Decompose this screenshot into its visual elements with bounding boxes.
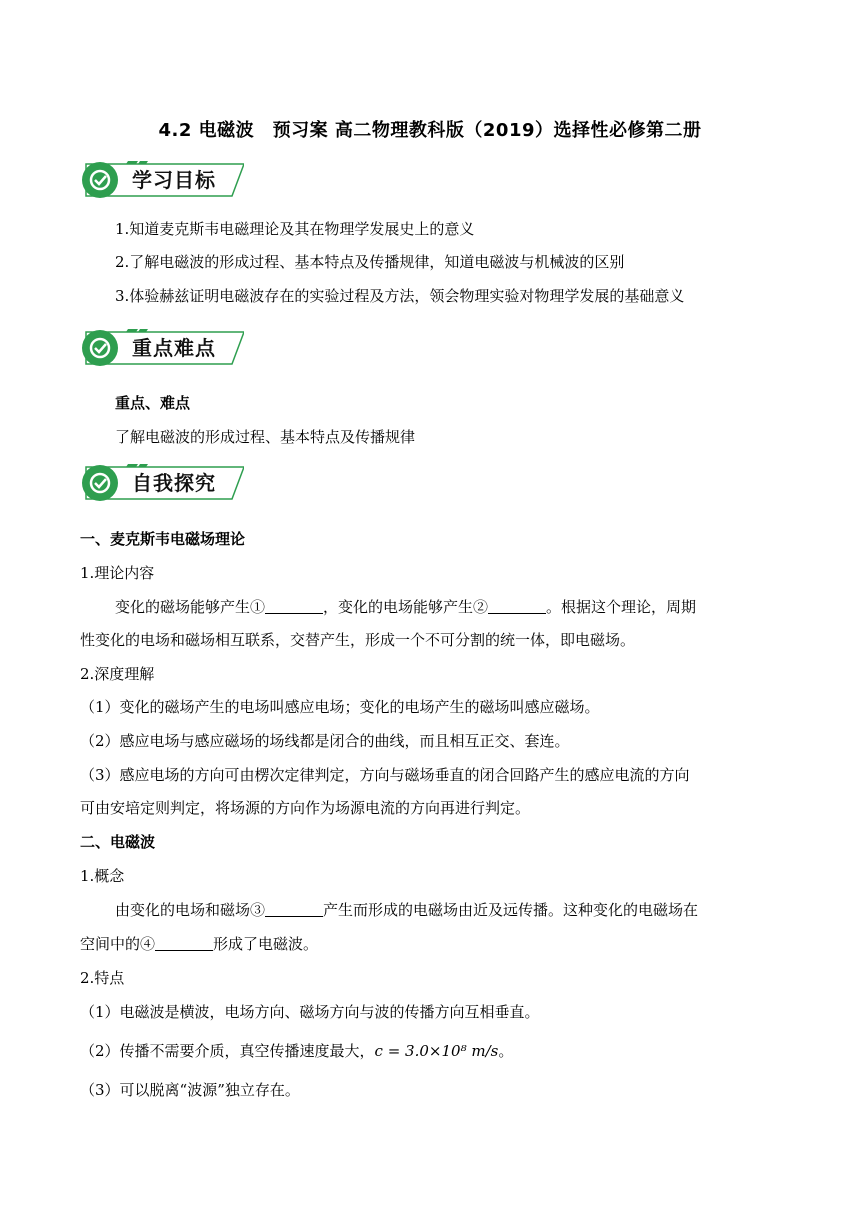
badge-label-key-points: 重点难点 bbox=[132, 336, 216, 360]
part1-item-2: （2）感应电场与感应磁场的场线都是闭合的曲线，而且相互正交、套连。 bbox=[80, 732, 570, 750]
part1-p1-a: 变化的磁场能够产生① bbox=[115, 598, 266, 616]
blank-4[interactable] bbox=[155, 936, 213, 951]
section-badge-explore bbox=[78, 461, 244, 505]
goal-item-1: 1.知道麦克斯韦电磁理论及其在物理学发展史上的意义 bbox=[115, 220, 475, 238]
section-badge-goals bbox=[78, 158, 244, 202]
part2-sub2: 2.特点 bbox=[80, 969, 125, 987]
badge-label-goals: 学习目标 bbox=[132, 168, 216, 192]
part2-heading: 二、电磁波 bbox=[80, 833, 156, 851]
part1-heading: 一、麦克斯韦电磁场理论 bbox=[80, 530, 246, 548]
blank-1[interactable] bbox=[265, 599, 323, 614]
part1-item-1: （1）变化的磁场产生的电场叫感应电场；变化的电场产生的磁场叫感应磁场。 bbox=[80, 698, 600, 716]
goal-item-2: 2.了解电磁波的形成过程、基本特点及传播规律，知道电磁波与机械波的区别 bbox=[115, 253, 625, 271]
page-title: 4.2 电磁波 预习案 高二物理教科版（2019）选择性必修第二册 bbox=[158, 120, 702, 141]
part2-p1-d: 形成了电磁波。 bbox=[213, 935, 319, 953]
part2-item-3: （3）可以脱离“波源”独立存在。 bbox=[80, 1081, 300, 1099]
part1-paragraph-line2: 性变化的电场和磁场相互联系，交替产生，形成一个不可分割的统一体，即电磁场。 bbox=[80, 631, 636, 649]
blank-3[interactable] bbox=[265, 902, 323, 917]
part1-sub2: 2.深度理解 bbox=[80, 665, 155, 683]
part2-paragraph-line1 bbox=[115, 900, 698, 920]
part2-item-2 bbox=[80, 1041, 513, 1061]
part2-p1-b: 产生而形成的电磁场由近及远传播。这种变化的电磁场在 bbox=[323, 901, 699, 919]
part1-p1-c: 。根据这个理论，周期 bbox=[546, 598, 697, 616]
part1-item-3-cont: 可由安培定则判定，将场源的方向作为场源电流的方向再进行判定。 bbox=[80, 799, 531, 817]
goal-item-3: 3.体验赫兹证明电磁波存在的实验过程及方法，领会物理实验对物理学发展的基础意义 bbox=[115, 287, 685, 305]
part2-p1-c: 空间中的④ bbox=[80, 935, 156, 953]
part2-item-1: （1）电磁波是横波，电场方向、磁场方向与波的传播方向互相垂直。 bbox=[80, 1003, 540, 1021]
part2-p1-a: 由变化的电场和磁场③ bbox=[115, 901, 266, 919]
part2-item2-end: 。 bbox=[498, 1042, 514, 1060]
key-points-text: 了解电磁波的形成过程、基本特点及传播规律 bbox=[115, 428, 416, 446]
part1-p1-b: ，变化的电场能够产生② bbox=[323, 598, 489, 616]
section-badge-key-points bbox=[78, 326, 244, 370]
part1-paragraph-line1 bbox=[115, 597, 696, 617]
part2-sub1: 1.概念 bbox=[80, 867, 125, 885]
part2-paragraph-line2 bbox=[80, 934, 318, 954]
part1-item-3: （3）感应电场的方向可由楞次定律判定，方向与磁场垂直的闭合回路产生的感应电流的方向 bbox=[80, 766, 690, 784]
badge-label-explore: 自我探究 bbox=[132, 471, 216, 495]
part2-item2-text: （2）传播不需要介质，真空传播速度最大， bbox=[80, 1042, 375, 1060]
part1-sub1: 1.理论内容 bbox=[80, 564, 155, 582]
speed-formula: c = 3.0×10⁸ m/s bbox=[374, 1042, 499, 1060]
key-points-subhead: 重点、难点 bbox=[115, 394, 191, 412]
blank-2[interactable] bbox=[488, 599, 546, 614]
